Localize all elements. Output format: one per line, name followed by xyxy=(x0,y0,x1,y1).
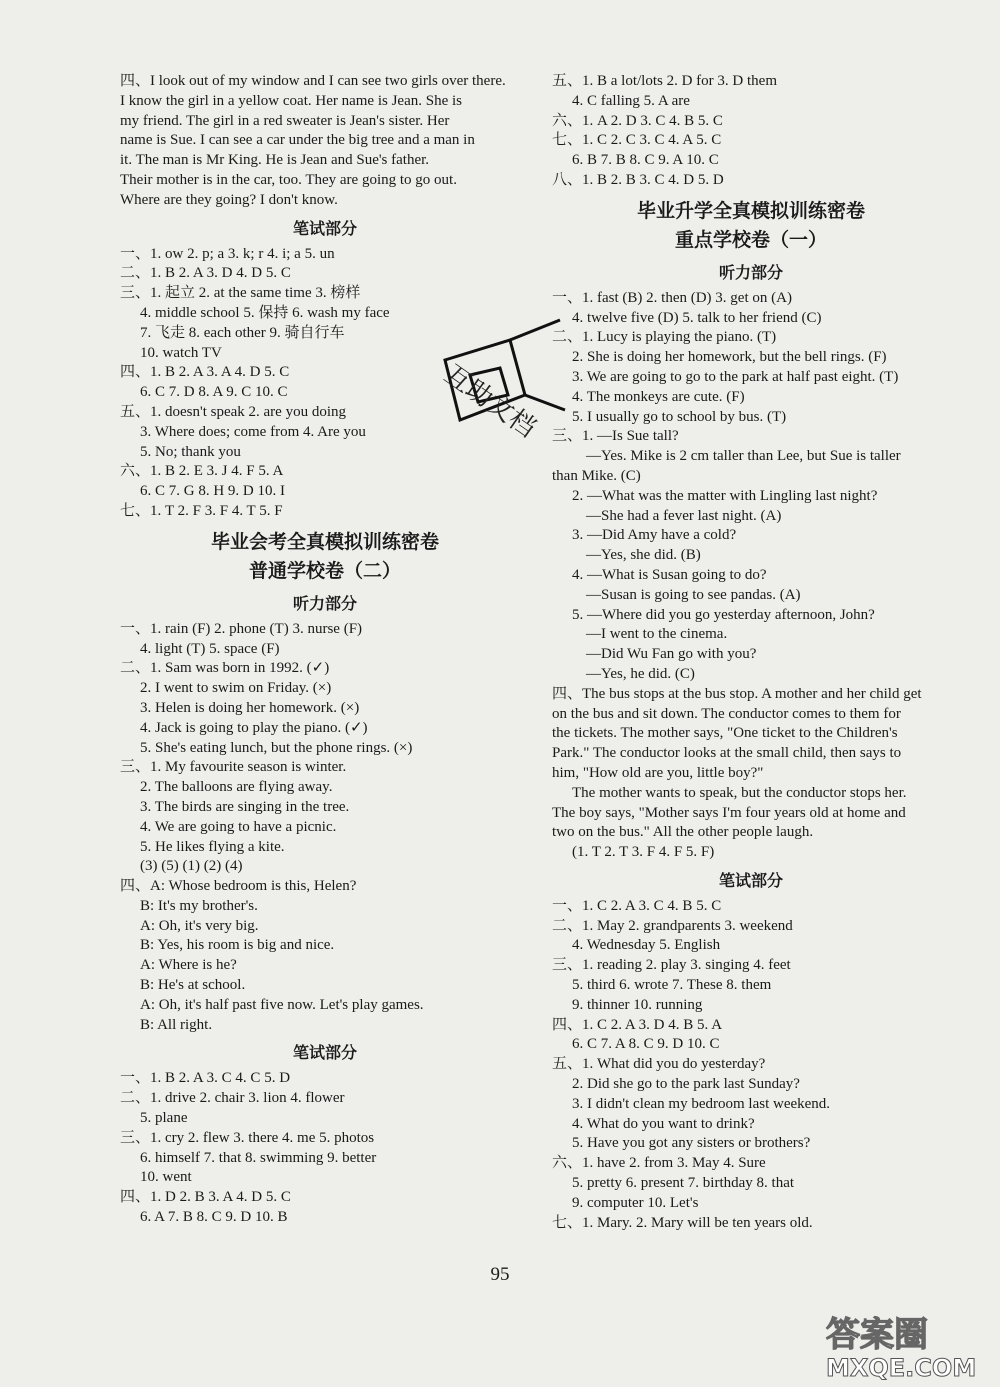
answer-line: —Yes, he did. (C) xyxy=(586,665,695,682)
answer-line: 4. We are going to have a picnic. xyxy=(140,818,337,835)
answer-line: 5. pretty 6. present 7. birthday 8. that xyxy=(572,1175,795,1192)
answer-line: 5. She's eating lunch, but the phone rings. (×) xyxy=(140,739,413,756)
answer-line: —Susan is going to see pandas. (A) xyxy=(586,586,801,603)
watermark-url: MXQE.COM xyxy=(826,1354,977,1382)
answer-line: 2. The balloons are flying away. xyxy=(140,779,333,796)
answer-line: —Yes. Mike is 2 cm taller than Lee, but Sue is taller xyxy=(586,448,901,465)
answer-line: —Did Wu Fan go with you? xyxy=(586,646,757,663)
answer-line: 二、1. Lucy is playing the piano. (T) xyxy=(552,329,777,346)
answer-line: 7. 飞走 8. each other 9. 骑自行车 xyxy=(140,324,345,341)
answer-line: 4. The monkeys are cute. (F) xyxy=(572,388,745,405)
answer-line: 9. thinner 10. running xyxy=(572,996,703,1013)
answer-line: B: Yes, his room is big and nice. xyxy=(140,937,335,954)
section-heading-listening: 听力部分 xyxy=(718,262,783,282)
answer-line: 八、1. B 2. B 3. C 4. D 5. D xyxy=(552,171,724,188)
answer-line: 5. He likes flying a kite. xyxy=(140,838,285,855)
answer-line: 4. —What is Susan going to do? xyxy=(572,566,767,583)
stamp-mark xyxy=(350,300,580,500)
answer-line: 6. A 7. B 8. C 9. D 10. B xyxy=(140,1209,288,1226)
answer-line: 二、1. drive 2. chair 3. lion 4. flower xyxy=(120,1090,345,1107)
answer-line: on the bus and sit down. The conductor comes to them for xyxy=(552,705,901,722)
answer-line: 一、1. C 2. A 3. C 4. B 5. C xyxy=(552,897,722,914)
answer-line: 四、1. B 2. A 3. A 4. D 5. C xyxy=(120,364,290,381)
answer-line: 七、1. Mary. 2. Mary will be ten years old. xyxy=(552,1214,813,1231)
answer-line: 6. himself 7. that 8. swimming 9. better xyxy=(140,1149,377,1166)
answer-block xyxy=(120,620,530,1036)
answer-line: 3. Where does; come from 4. Are you xyxy=(140,423,366,440)
answer-line: 三、1. —Is Sue tall? xyxy=(552,428,679,445)
answer-line: (1. T 2. T 3. F 4. F 5. F) xyxy=(572,844,715,861)
reading-passage-left xyxy=(120,72,530,211)
answer-line: 6. C 7. D 8. A 9. C 10. C xyxy=(140,384,288,401)
answer-line: 6. C 7. G 8. H 9. D 10. I xyxy=(140,483,285,500)
answer-block xyxy=(552,897,950,1234)
answer-line: A: Where is he? xyxy=(140,957,237,974)
answer-line: 六、1. A 2. D 3. C 4. B 5. C xyxy=(552,112,723,129)
left-column xyxy=(120,72,530,1228)
answer-line: 6. C 7. A 8. C 9. D 10. C xyxy=(572,1036,720,1053)
answer-line: I know the girl in a yellow coat. Her name is Jean. She is xyxy=(120,92,462,109)
answer-line: 4. Wednesday 5. English xyxy=(572,937,721,954)
answer-line: 3. We are going to go to the park at half past eight. (T) xyxy=(572,368,899,385)
answer-line: 10. watch TV xyxy=(140,344,222,361)
right-column xyxy=(552,72,950,1233)
answer-line: 3. —Did Amy have a cold? xyxy=(572,527,737,544)
answer-line: Their mother is in the car, too. They are going to go out. xyxy=(120,171,457,188)
answer-line: 六、1. B 2. E 3. J 4. F 5. A xyxy=(120,463,284,480)
section-heading-written: 笔试部分 xyxy=(292,1043,357,1063)
answer-line: B: He's at school. xyxy=(140,977,246,994)
answer-line: 四、I look out of my window and I can see two girls over there. xyxy=(120,73,506,89)
answer-line: 一、1. ow 2. p; a 3. k; r 4. i; a 5. un xyxy=(120,245,335,262)
reading-passage-right xyxy=(552,685,950,863)
answer-line: 七、1. T 2. F 3. F 4. T 5. F xyxy=(120,502,283,519)
answer-line: 2. —What was the matter with Lingling last night? xyxy=(572,487,878,504)
paper-title: 毕业会考全真模拟训练密卷 xyxy=(210,530,439,553)
answer-line: 三、1. reading 2. play 3. singing 4. feet xyxy=(552,957,791,974)
paper-subtitle: 普通学校卷（二） xyxy=(248,559,401,582)
answer-line: than Mike. (C) xyxy=(552,467,641,484)
answer-line: 一、1. fast (B) 2. then (D) 3. get on (A) xyxy=(552,289,792,306)
stamp-text: 互助文档 xyxy=(438,359,542,444)
answer-line: Where are they going? I don't know. xyxy=(120,191,338,208)
answer-block xyxy=(552,72,950,191)
answer-line: 6. B 7. B 8. C 9. A 10. C xyxy=(572,152,719,169)
answer-line: two on the bus." All the other people laugh. xyxy=(552,824,814,841)
answer-line: 4. light (T) 5. space (F) xyxy=(140,640,280,657)
answer-line: B: It's my brother's. xyxy=(140,897,258,914)
answer-line: 5. —Where did you go yesterday afternoon, John? xyxy=(572,606,875,623)
answer-line: 2. She is doing her homework, but the bell rings. (F) xyxy=(572,349,887,366)
answer-line: 七、1. C 2. C 3. C 4. A 5. C xyxy=(552,132,722,149)
answer-line: 3. I didn't clean my bedroom last weekend. xyxy=(572,1095,831,1112)
answer-line: 六、1. have 2. from 3. May 4. Sure xyxy=(552,1155,766,1172)
answer-block xyxy=(552,289,950,685)
answer-line: the tickets. The mother says, "One ticket to the Children's xyxy=(552,725,898,742)
answer-line: 4. Jack is going to play the piano. (✓) xyxy=(140,719,368,736)
watermark-logo-text: 答案圈 xyxy=(826,1315,928,1355)
answer-line: 5. Have you got any sisters or brothers? xyxy=(572,1135,811,1152)
answer-line: Park." The conductor looks at the small child, then says to xyxy=(552,745,902,762)
answer-line: 二、1. Sam was born in 1992. (✓) xyxy=(120,660,330,677)
answer-line: —She had a fever last night. (A) xyxy=(586,507,782,524)
answer-line: 5. No; thank you xyxy=(140,443,241,460)
answer-line: —Yes, she did. (B) xyxy=(586,547,701,564)
answer-line: 3. The birds are singing in the tree. xyxy=(140,798,350,815)
section-heading-listening: 听力部分 xyxy=(292,593,357,613)
answer-line: 9. computer 10. Let's xyxy=(572,1194,699,1211)
answer-line: 四、A: Whose bedroom is this, Helen? xyxy=(120,878,357,895)
page-number: 95 xyxy=(490,1264,510,1285)
answer-line: 一、1. rain (F) 2. phone (T) 3. nurse (F) xyxy=(120,620,363,637)
answer-line: my friend. The girl in a red sweater is Jean's sister. Her xyxy=(120,112,450,129)
answer-line: 四、The bus stops at the bus stop. A mother and her child get xyxy=(552,685,922,702)
answer-line: 2. I went to swim on Friday. (×) xyxy=(140,680,332,697)
answer-line: 五、1. B a lot/lots 2. D for 3. D them xyxy=(552,73,777,89)
answer-line: 4. C falling 5. A are xyxy=(572,92,690,109)
answer-line: 5. third 6. wrote 7. These 8. them xyxy=(572,977,772,994)
answer-line: 10. went xyxy=(140,1169,192,1186)
paper-title: 毕业升学全真模拟训练密卷 xyxy=(636,199,865,222)
answer-line: The boy says, "Mother says I'm four years old at home and xyxy=(552,804,906,821)
answer-line: 二、1. May 2. grandparents 3. weekend xyxy=(552,917,793,934)
section-heading-written: 笔试部分 xyxy=(292,218,357,238)
answer-line: 四、1. D 2. B 3. A 4. D 5. C xyxy=(120,1189,291,1206)
answer-line: 三、1. My favourite season is winter. xyxy=(120,759,347,776)
answer-line: name is Sue. I can see a car under the big tree and a man in xyxy=(120,132,475,149)
answer-line: 五、1. doesn't speak 2. are you doing xyxy=(120,403,346,420)
answer-line: him, "How old are you, little boy?" xyxy=(552,764,764,781)
answer-line: 四、1. C 2. A 3. D 4. B 5. A xyxy=(552,1016,723,1033)
answer-line: 4. middle school 5. 保持 6. wash my face xyxy=(140,304,390,321)
answer-line: 2. Did she go to the park last Sunday? xyxy=(572,1076,800,1093)
answer-line: 5. I usually go to school by bus. (T) xyxy=(572,408,787,425)
site-watermark xyxy=(820,1308,995,1382)
answer-line: A: Oh, it's half past five now. Let's play games. xyxy=(140,996,424,1013)
answer-line: 4. twelve five (D) 5. talk to her friend (C) xyxy=(572,309,822,326)
answer-line: 二、1. B 2. A 3. D 4. D 5. C xyxy=(120,265,291,282)
answer-line: —I went to the cinema. xyxy=(586,626,728,643)
answer-line: 一、1. B 2. A 3. C 4. C 5. D xyxy=(120,1070,291,1087)
answer-line: A: Oh, it's very big. xyxy=(140,917,259,934)
answer-line: (3) (5) (1) (2) (4) xyxy=(140,858,243,875)
answer-line: 3. Helen is doing her homework. (×) xyxy=(140,699,360,716)
answer-line: 三、1. 起立 2. at the same time 3. 榜样 xyxy=(120,285,361,302)
paper-subtitle: 重点学校卷（一） xyxy=(674,228,827,251)
answer-line: The mother wants to speak, but the conductor stops her. xyxy=(572,784,907,801)
answer-line: it. The man is Mr King. He is Jean and Sue's father. xyxy=(120,152,430,169)
answer-line: 五、1. What did you do yesterday? xyxy=(552,1056,766,1073)
answer-line: 三、1. cry 2. flew 3. there 4. me 5. photos xyxy=(120,1129,375,1146)
section-heading-written: 笔试部分 xyxy=(718,870,783,890)
answer-line: 5. plane xyxy=(140,1110,188,1127)
answer-block xyxy=(120,1069,530,1227)
answer-line: 4. What do you want to drink? xyxy=(572,1115,755,1132)
answer-line: B: All right. xyxy=(140,1016,213,1033)
